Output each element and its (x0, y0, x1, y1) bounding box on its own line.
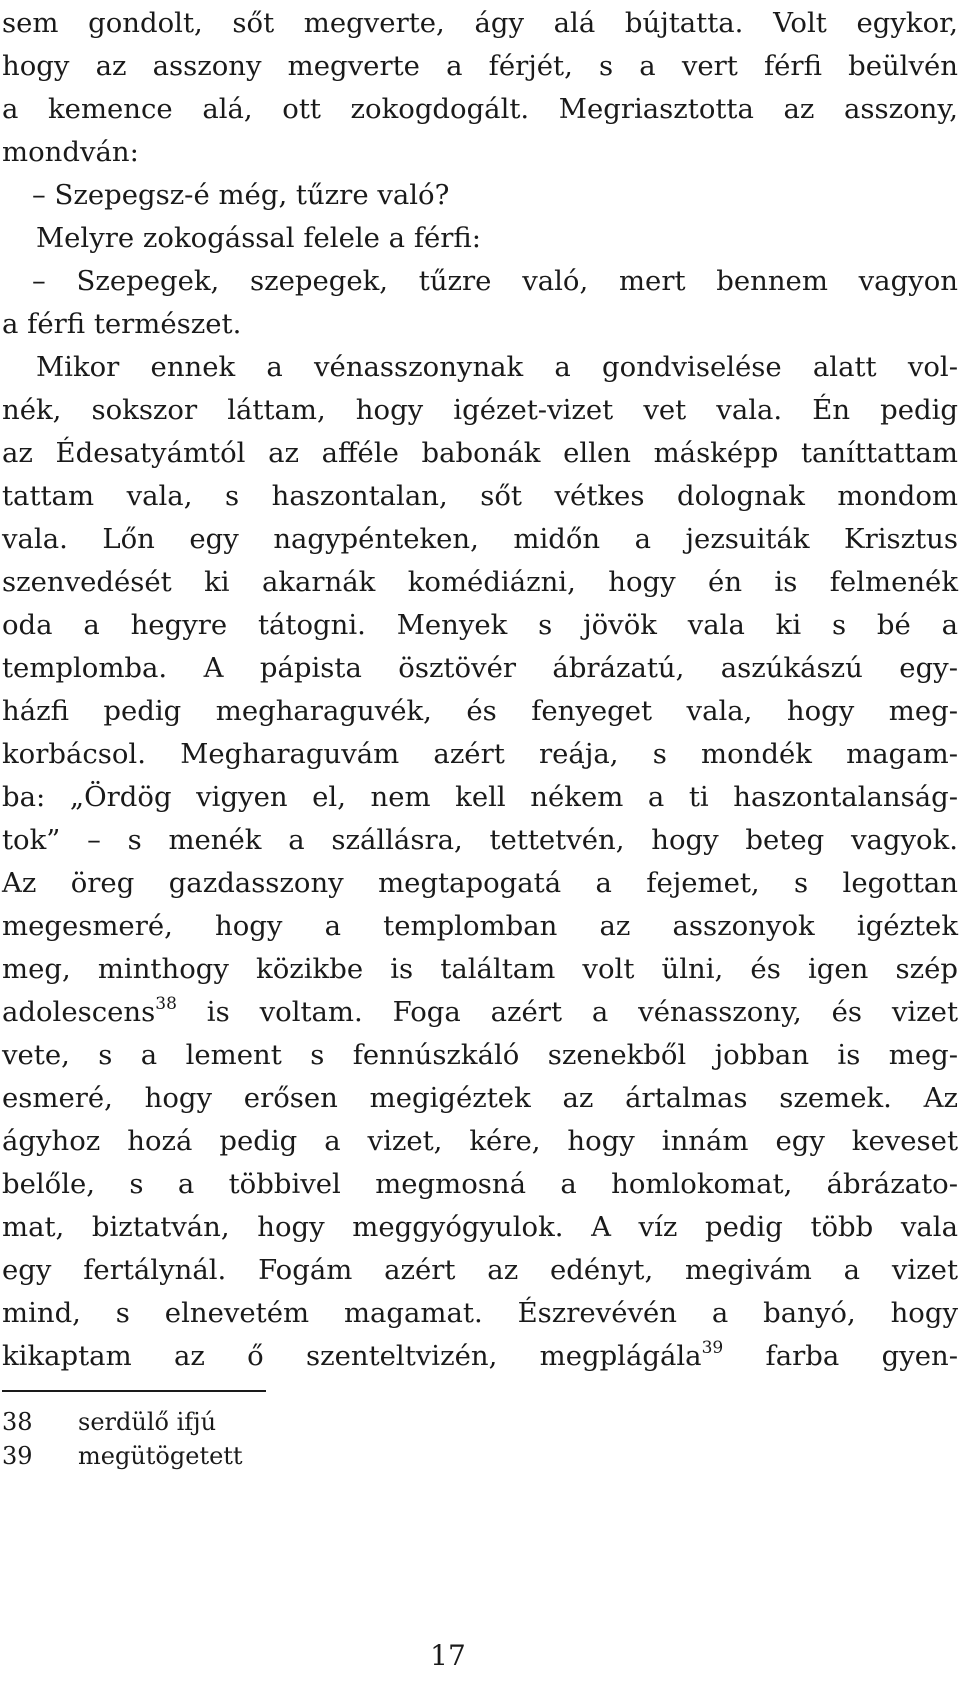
text-line: szenvedését ki akarnák komédiázni, hogy én is felmenék (2, 566, 958, 598)
text-fragment: farba gyen- (723, 1340, 959, 1372)
text-line: Melyre zokogással felele a férfi: (36, 222, 482, 254)
text-line: mat, biztatván, hogy meggyógyulok. A víz pedig több vala (2, 1211, 958, 1243)
text-line: az Édesatyámtól az afféle babonák ellen másképp taníttattam (2, 437, 958, 469)
text-line: ágyhoz hozá pedig a vizet, kére, hogy innám egy keveset (2, 1125, 958, 1157)
text-line: korbácsol. Megharaguvám azért reája, s mondék magam- (2, 738, 958, 770)
text-line: a férfi természet. (2, 308, 242, 340)
text-fragment: adolescens (2, 996, 156, 1028)
footnote-number: 38 (2, 1408, 33, 1436)
text-line: belőle, s a többivel megmosná a homlokomat, ábrázato- (2, 1168, 958, 1200)
text-line: vete, s a lement s fennúszkáló szenekből jobban is meg- (2, 1039, 958, 1071)
page-number: 17 (430, 1639, 466, 1672)
text-line: templomba. A pápista ösztövér ábrázatú, aszúkászú egy- (2, 652, 958, 684)
text-line: hogy az asszony megverte a férjét, s a vert férfi beülvén (2, 50, 958, 82)
text-line: nék, sokszor láttam, hogy igézet-vizet vet vala. Én pedig (2, 394, 958, 426)
footnote-divider (2, 1390, 266, 1392)
text-line: mind, s elnevetém magamat. Észrevévén a banyó, hogy (2, 1297, 958, 1329)
text-line: oda a hegyre tátogni. Menyek s jövök vala ki s bé a (2, 609, 958, 641)
text-line: mondván: (2, 136, 139, 168)
footnote-number: 39 (2, 1442, 33, 1470)
footnote (2, 1440, 243, 1472)
text-line: sem gondolt, sőt megverte, ágy alá bújtatta. Volt egykor, (2, 7, 958, 39)
footnote (2, 1406, 216, 1438)
footnote-text: megütögetett (78, 1442, 243, 1470)
text-line: egy fertálynál. Fogám azért az edényt, megivám a vizet (2, 1254, 958, 1286)
text-line (2, 1335, 958, 1377)
text-line: házfi pedig megharaguvék, és fenyeget vala, hogy meg- (2, 695, 958, 727)
text-line: a kemence alá, ott zokogdogált. Megriasztotta az asszony, (2, 93, 958, 125)
footnote-text: serdülő ifjú (78, 1408, 217, 1436)
dialogue-line: – Szepegsz-é még, tűzre való? (32, 179, 450, 211)
text-fragment: is voltam. Foga azért a vénasszony, és vizet (176, 996, 958, 1028)
text-line: Az öreg gazdasszony megtapogatá a fejemet, s legottan (2, 867, 958, 899)
dialogue-line: – Szepegek, szepegek, tűzre való, mert bennem vagyon (32, 265, 958, 297)
text-line (2, 991, 958, 1033)
text-line: tattam vala, s haszontalan, sőt vétkes dolognak mondom (2, 480, 958, 512)
text-fragment: kikaptam az ő szenteltvizén, megplágála (2, 1340, 702, 1372)
text-line: tok” – s menék a szállásra, tettetvén, hogy beteg vagyok. (2, 824, 958, 856)
text-line: esmeré, hogy erősen megigéztek az ártalmas szemek. Az (2, 1082, 958, 1114)
footnote-ref[interactable]: 39 (701, 1338, 724, 1359)
text-line: vala. Lőn egy nagypénteken, midőn a jezsuiták Krisztus (2, 523, 958, 555)
text-line: Mikor ennek a vénasszonynak a gondviselése alatt vol- (36, 351, 958, 383)
footnote-ref[interactable]: 38 (155, 994, 177, 1015)
text-line: meg, minthogy közikbe is találtam volt ülni, és igen szép (2, 953, 958, 985)
text-line: ba: „Ördög vigyen el, nem kell nékem a ti haszontalanság- (2, 781, 958, 813)
text-line: megesmeré, hogy a templomban az asszonyok igéztek (2, 910, 958, 942)
